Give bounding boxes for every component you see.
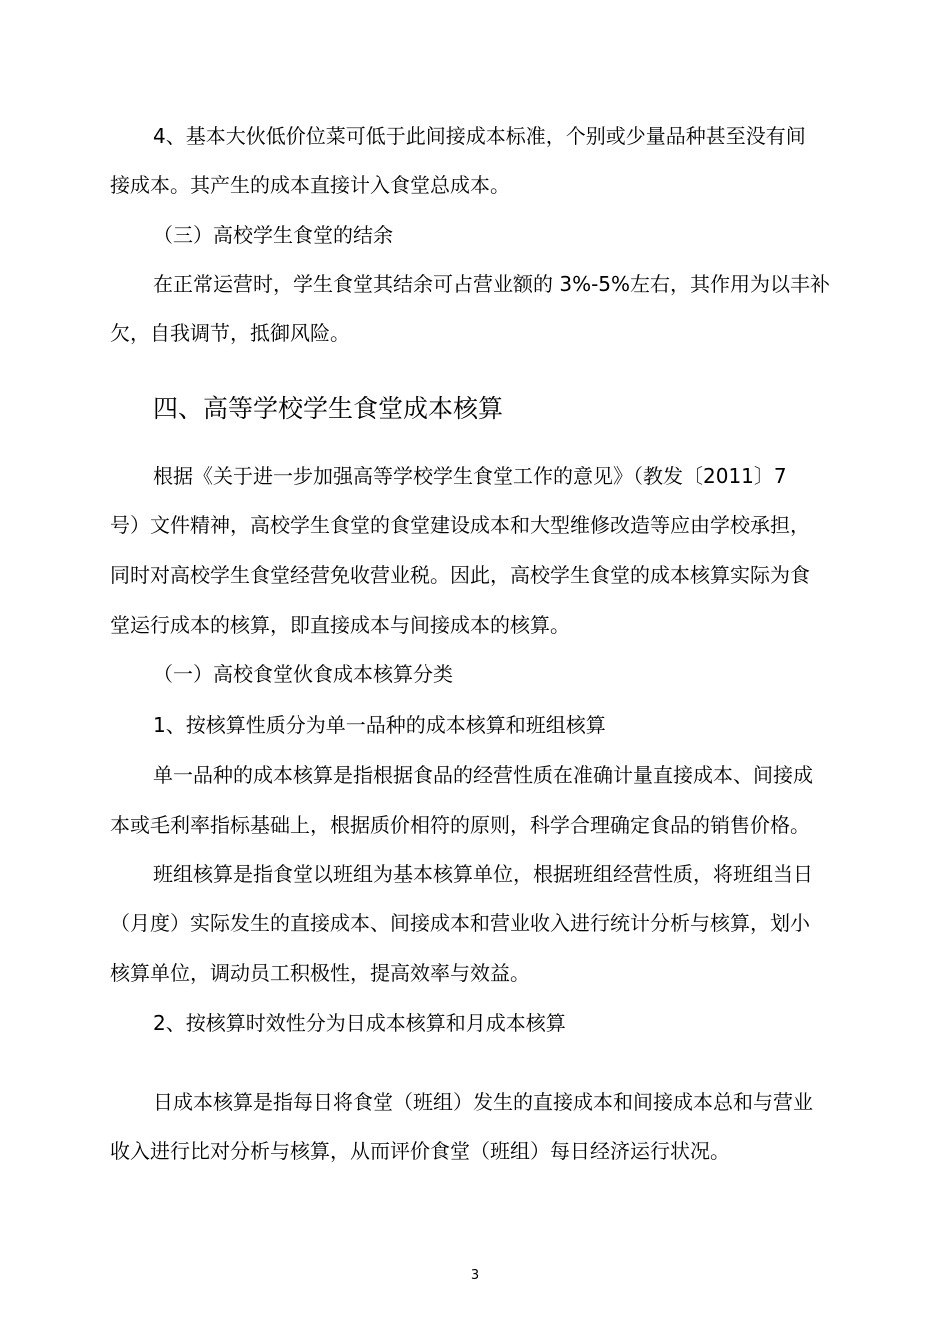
paragraph-line: 日成本核算是指每日将食堂（班组）发生的直接成本和间接成本总和与营业 bbox=[153, 1090, 813, 1114]
paragraph-line: （月度）实际发生的直接成本、间接成本和营业收入进行统计分析与核算，划小 bbox=[110, 911, 810, 935]
paragraph-line: 在正常运营时，学生食堂其结余可占营业额的 3%-5%左右，其作用为以丰补 bbox=[153, 272, 831, 296]
paragraph-line: 号）文件精神，高校学生食堂的食堂建设成本和大型维修改造等应由学校承担， bbox=[110, 513, 810, 537]
paragraph-line: 同时对高校学生食堂经营免收营业税。因此，高校学生食堂的成本核算实际为食 bbox=[110, 563, 810, 587]
section-heading: 四、高等学校学生食堂成本核算 bbox=[153, 394, 504, 423]
paragraph-line: 堂运行成本的核算，即直接成本与间接成本的核算。 bbox=[110, 613, 570, 637]
page-number: 3 bbox=[470, 1268, 480, 1283]
item-heading: 1、按核算性质分为单一品种的成本核算和班组核算 bbox=[153, 713, 606, 737]
paragraph-line: 收入进行比对分析与核算，从而评价食堂（班组）每日经济运行状况。 bbox=[110, 1139, 730, 1163]
item-heading: 2、按核算时效性分为日成本核算和月成本核算 bbox=[153, 1011, 566, 1035]
paragraph-line: 核算单位，调动员工积极性，提高效率与效益。 bbox=[110, 961, 530, 985]
subsection-heading: （一）高校食堂伙食成本核算分类 bbox=[153, 662, 453, 686]
paragraph-line: 根据《关于进一步加强高等学校学生食堂工作的意见》（教发〔2011〕7 bbox=[153, 464, 787, 488]
paragraph-line: 单一品种的成本核算是指根据食品的经营性质在准确计量直接成本、间接成 bbox=[153, 763, 813, 787]
paragraph-line: 欠，自我调节，抵御风险。 bbox=[110, 321, 350, 345]
paragraph-line: 本或毛利率指标基础上，根据质价相符的原则，科学合理确定食品的销售价格。 bbox=[110, 813, 810, 837]
paragraph-line: 接成本。其产生的成本直接计入食堂总成本。 bbox=[110, 173, 510, 197]
subsection-heading: （三）高校学生食堂的结余 bbox=[153, 223, 393, 247]
paragraph-line: 4、基本大伙低价位菜可低于此间接成本标准，个别或少量品种甚至没有间 bbox=[153, 124, 806, 148]
paragraph-line: 班组核算是指食堂以班组为基本核算单位，根据班组经营性质，将班组当日 bbox=[153, 862, 813, 886]
